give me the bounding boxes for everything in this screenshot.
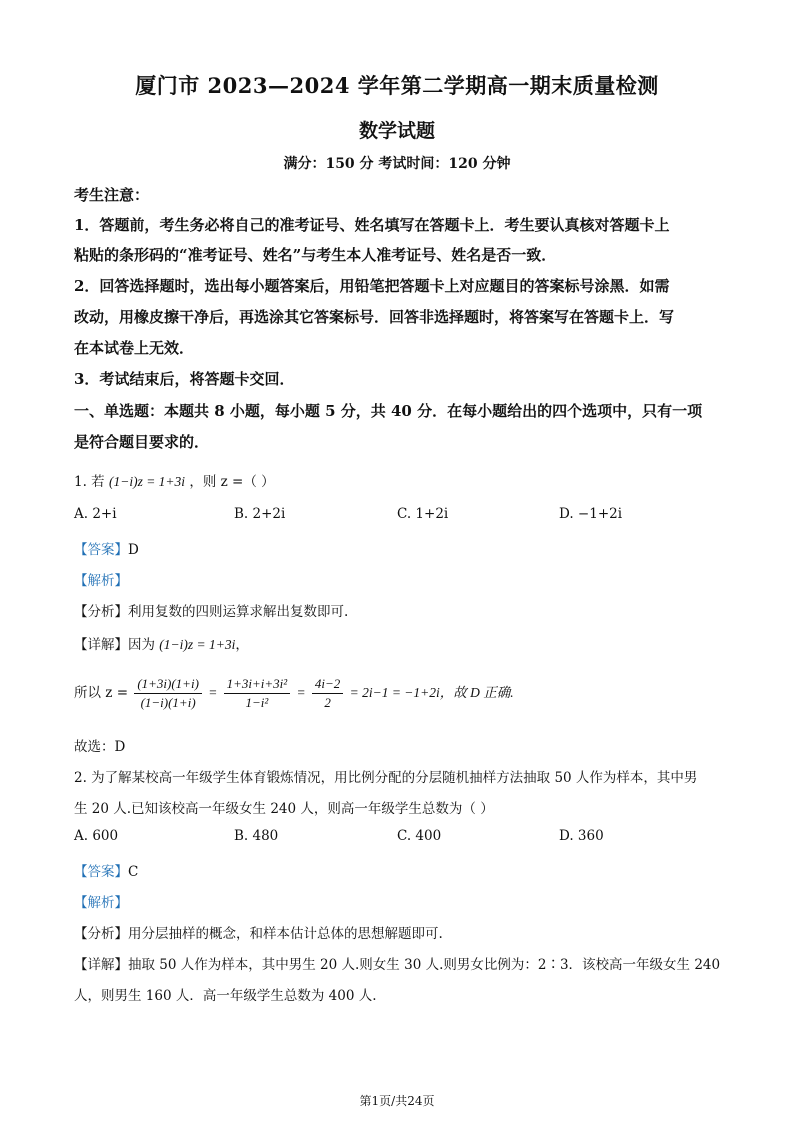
q2-answer <box>74 860 138 880</box>
exam-title: 厦门市 2023—2024 学年第二学期高一期末质量检测 <box>135 73 659 98</box>
fraction-1-denominator: (1−i)(1+i) <box>140 695 196 710</box>
q1-option-a: A. 2+i <box>74 506 117 522</box>
fenxi-text: 用分层抽样的概念，和样本估计总体的思想解题即可. <box>128 926 443 942</box>
answer-value: C <box>128 864 139 880</box>
answer-tag: 【答案】 <box>74 864 128 880</box>
page-number: 第1页/共24页 <box>359 1094 435 1108</box>
fraction-3 <box>312 676 343 711</box>
notice-line: 3．考试结束后，将答题卡交回． <box>74 370 295 388</box>
q2-fenxi <box>74 922 443 942</box>
derivation-so: 所以 z = <box>74 685 129 701</box>
q1-fenxi <box>74 600 348 620</box>
question-2-stem-cont: 生 20 人.已知该校高一年级女生 240 人，则高一年级学生总数为（ ） <box>74 801 494 817</box>
q1-option-b: B. 2+2i <box>234 506 286 522</box>
fraction-1-numerator: (1+3i)(1+i) <box>134 676 202 694</box>
q2-detail-cont: 人，则男生 160 人．高一年级学生总数为 400 人. <box>74 988 377 1004</box>
detail-suffix: ， <box>235 637 249 653</box>
section-heading-cont: 是符合题目要求的． <box>74 433 210 451</box>
q1-suffix: ，则 z =（ ） <box>189 474 275 490</box>
q1-choice: 故选：D <box>74 739 126 755</box>
derivation-tail: = 2i−1 = −1+2i，故 D 正确. <box>349 685 514 700</box>
detail-text: 抽取 50 人作为样本，其中男生 20 人.则女生 30 人.则男女比例为：2∶3．该校高一年级女生 240 <box>128 957 721 973</box>
q2-analysis-tag: 【解析】 <box>74 895 128 911</box>
section-heading: 一、单选题：本题共 8 小题，每小题 5 分，共 40 分．在每小题给出的四个选项中，只有一项 <box>74 402 703 420</box>
answer-tag: 【答案】 <box>74 542 128 558</box>
fraction-2 <box>224 676 291 711</box>
q2-option-b: B. 480 <box>234 828 279 844</box>
fraction-1 <box>134 676 202 711</box>
q1-analysis-tag: 【解析】 <box>74 573 128 589</box>
notice-line: 粘贴的条形码的“准考证号、姓名”与考生本人准考证号、姓名是否一致． <box>74 246 557 264</box>
fraction-3-denominator: 2 <box>324 695 331 710</box>
fraction-2-denominator: 1−i² <box>245 695 269 710</box>
answer-value: D <box>128 542 139 558</box>
notice-line: 改动，用橡皮擦干净后，再选涂其它答案标号．回答非选择题时，将答案写在答题卡上．写 <box>74 308 675 326</box>
q1-prefix: 1. 若 <box>74 474 105 490</box>
detail-equation: (1−i)z = 1+3i <box>159 637 236 652</box>
question-2-stem: 2. 为了解某校高一年级学生体育锻炼情况，用比例分配的分层随机抽样方法抽取 50 人作为样本，其中男 <box>74 770 698 786</box>
notice-line: 1．答题前，考生务必将自己的准考证号、姓名填写在答题卡上．考生要认真核对答题卡上 <box>74 216 670 234</box>
q1-detail <box>74 633 249 653</box>
fenxi-tag: 【分析】 <box>74 926 128 942</box>
q1-option-d: D. −1+2i <box>559 506 623 522</box>
exam-meta: 满分：150 分 考试时间：120 分钟 <box>283 156 511 172</box>
fraction-2-numerator: 1+3i+i+3i² <box>224 676 291 694</box>
detail-tag: 【详解】 <box>74 957 128 973</box>
q1-option-c: C. 1+2i <box>397 506 449 522</box>
fraction-3-numerator: 4i−2 <box>312 676 343 694</box>
fenxi-text: 利用复数的四则运算求解出复数即可. <box>128 604 349 620</box>
question-1-stem <box>74 470 275 490</box>
notice-line: 2．回答选择题时，选出每小题答案后，用铅笔把答题卡上对应题目的答案标号涂黑．如需 <box>74 277 670 295</box>
q2-option-d: D. 360 <box>559 828 604 844</box>
q2-option-c: C. 400 <box>397 828 442 844</box>
notice-line: 在本试卷上无效． <box>74 339 195 357</box>
q1-derivation: 所以 z = $\frac{(1+3i)(1+i)}{(1-i)(1+i)}$ = $\frac{\text{1+3i+i+3i²}}{\text{1−i²}}$ = $\frac{4i-2}{2}$ = 2i−1 = −1+2i，故 D 正确. <box>74 676 514 710</box>
fenxi-tag: 【分析】 <box>74 604 128 620</box>
detail-prefix: 因为 <box>128 637 155 653</box>
q2-detail <box>74 953 720 973</box>
notice-heading: 考生注意： <box>74 186 150 204</box>
q2-option-a: A. 600 <box>74 828 119 844</box>
q1-equation: (1−i)z = 1+3i <box>108 474 186 489</box>
q1-answer <box>74 538 139 558</box>
exam-subtitle: 数学试题 <box>358 120 435 142</box>
detail-tag: 【详解】 <box>74 637 128 653</box>
